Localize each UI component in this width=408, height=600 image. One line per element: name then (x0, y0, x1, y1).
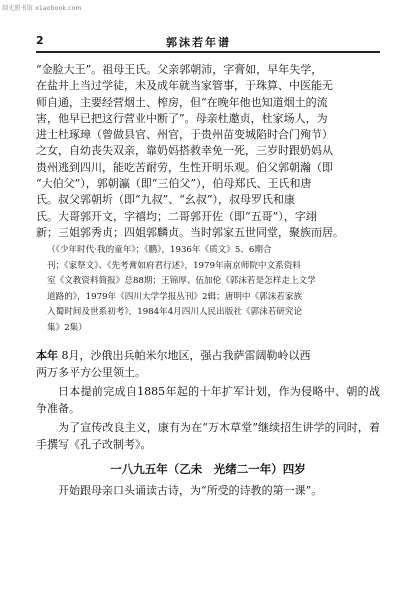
source-citation (36, 243, 380, 336)
event-text: 8月，沙俄出兵帕米尔地区，强占我萨雷阔勒岭以西 (61, 349, 311, 363)
citation-line: 道路的》，1979年《四川大学学报丛刊》2辑；唐明中《郭沫若家族 (47, 291, 303, 302)
text-line: 贵州逃到四川，能吃苦耐劳，生性开明乐观。伯父郭朝瀚（即 (36, 160, 333, 174)
citation-line: 入蜀时间及世系初考》，1984年4月四川人民出版社《郭沫若研究论 (47, 307, 303, 318)
text-line: 氏。叔父郭朝圻（即“九叔”、“幺叔”），叔母罗氏和康 (36, 193, 295, 207)
text-line: 在盐井上当过学徒，未及成年就当家管事，于珠算、中医能无 (36, 79, 333, 93)
paragraph-first-poetry-lesson: 开始跟母亲口头诵读古诗，为“所受的诗教的第一课”。 (58, 484, 323, 498)
header-rule (36, 51, 380, 53)
event-text-continued: 两万多平方公里领土。 (36, 365, 146, 379)
book-page (36, 34, 380, 499)
text-line: 之女，自幼丧失双亲，靠奶妈搭救幸免一死，三岁时跟奶妈从 (36, 144, 333, 158)
text-line: 师自通，主要经营烟土、榨房，但“在晚年他也知道烟土的流 (36, 95, 328, 109)
text-line: 新；三姐郭秀贞；四姐郭麟贞。当时郭家五世同堂，聚族而居。 (36, 225, 344, 239)
text-line: “金脸大王”。祖母王氏。父亲郭朝沛，字膏如，早年失学， (36, 63, 323, 76)
event-paragraph-1 (36, 348, 380, 381)
event-paragraph-3: 为了宣传改良主义，康有为在“万木草堂”继续招生讲学的同时，着手撰写《孔子改制考》。 (36, 421, 380, 451)
text-line: 害，他早已把这行营业中断了”。母亲杜邀贞，杜家场人，为 (36, 111, 328, 125)
event-paragraph-2: 日本提前完成自1885年起的十年扩军计划，作为侵略中、朝的战争准备。 (36, 385, 380, 415)
citation-line: 刊；《家祭文》、《先考膏如府君行述》，1979年南京师院中文系资料 (47, 260, 301, 271)
text-line: 进士杜琢璋（曾做县官、州官，于贵州苗变城陷时合门殉节） (36, 128, 333, 142)
text-line: “大伯父”），郭朝瀛（即“三伯父”），伯母郑氏、王氏和唐 (36, 177, 312, 191)
citation-line: 室《文教资料简报》总88期；王锦厚、伍加伦《郭沫若是怎样走上文学 (47, 276, 316, 287)
text-line: 氏。大哥郭开文，字禧均；二哥郭开佐（即“五哥”），字翊 (36, 209, 317, 223)
events-of-year (36, 348, 380, 453)
citation-line: （《少年时代·我的童年》；《鹏》，1936年《质文》5、6期合 (47, 245, 272, 256)
page-number: 2 (36, 34, 44, 47)
watermark-text: 制光照书馆 x1aobook.com (2, 5, 82, 12)
year-label: 本年 (36, 349, 58, 363)
citation-line: 集》2集） (47, 322, 87, 333)
year-heading: 一八九五年（乙未 光绪二一年）四岁 (110, 462, 306, 477)
running-header (36, 34, 380, 48)
paragraph-family-background (36, 62, 380, 241)
header-title: 郭沫若年谱 (166, 36, 231, 49)
